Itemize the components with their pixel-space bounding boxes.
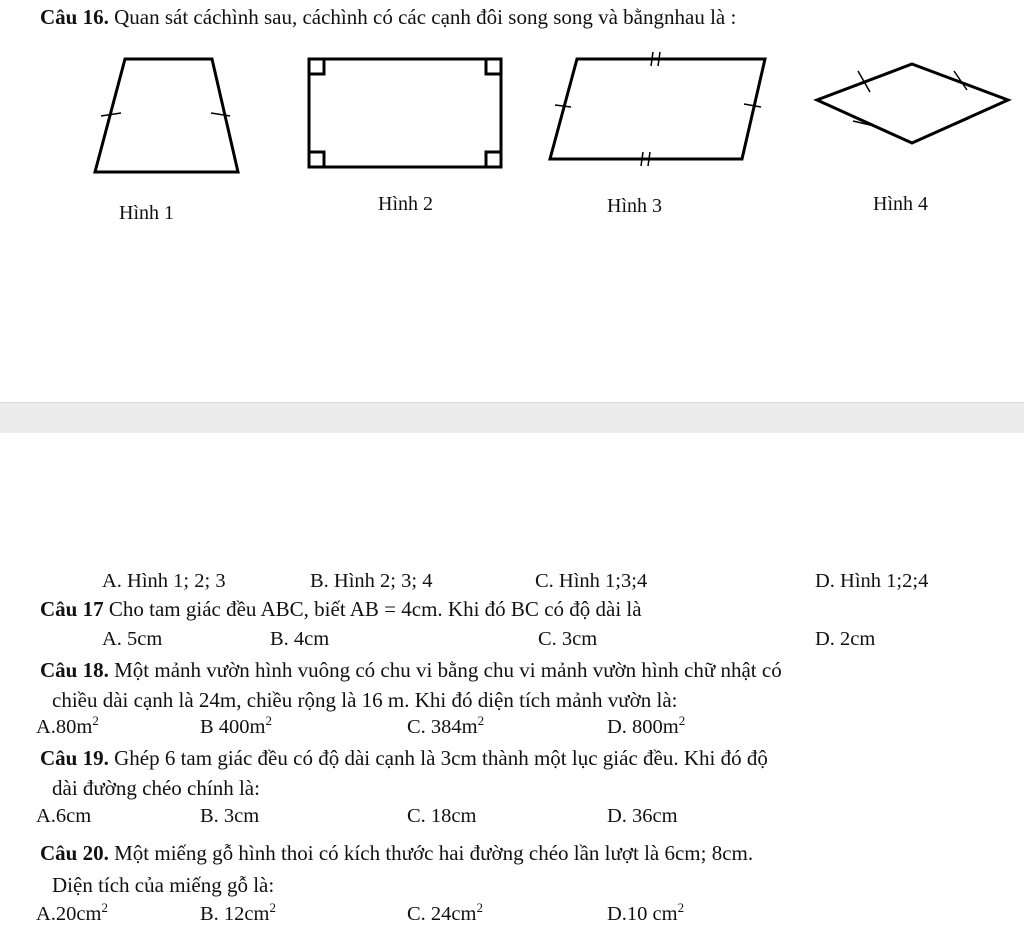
figure-2-rectangle	[309, 59, 501, 167]
q18-option-c-label: C. 384m	[407, 716, 478, 738]
q17-number: Câu 17	[40, 597, 104, 621]
q20-option-c	[407, 900, 483, 926]
q19-text-1: Ghép 6 tam giác đều có độ dài cạnh là 3cm thành một lục giác đều. Khi đó độ	[114, 746, 768, 770]
figure-4-caption: Hình 4	[873, 193, 928, 215]
q20-option-b-label: B. 12cm	[200, 903, 270, 925]
q20-option-c-exp: 2	[476, 900, 483, 915]
q18-text-1: Một mảnh vườn hình vuông có chu vi bằng chu vi mảnh vườn hình chữ nhật có	[114, 658, 782, 682]
q17-option-a: A. 5cm	[102, 628, 163, 650]
q20-question-line1	[40, 840, 753, 866]
q19-option-a: A.6cm	[36, 805, 92, 827]
q16-number: Câu 16.	[40, 5, 109, 29]
q16-option-c: C. Hình 1;3;4	[535, 570, 648, 592]
figure-2-caption: Hình 2	[378, 193, 433, 215]
q19-option-c: C. 18cm	[407, 805, 477, 827]
q17-option-b: B. 4cm	[270, 628, 330, 650]
q20-option-a	[36, 900, 108, 926]
figure-4-rhombus	[817, 64, 1008, 143]
figure-1-caption: Hình 1	[119, 202, 174, 224]
q20-option-d-label: D.10 cm	[607, 903, 678, 925]
q17-question	[40, 596, 642, 622]
q19-question-line2: dài đường chéo chính là:	[52, 776, 260, 800]
q16-text: Quan sát cáchình sau, cáchình có các cạnh đôi song song và bằngnhau là :	[114, 5, 737, 29]
q19-option-b: B. 3cm	[200, 805, 260, 827]
q17-option-d: D. 2cm	[815, 628, 876, 650]
q18-option-b-exp: 2	[265, 713, 272, 728]
q20-option-d	[607, 900, 685, 926]
q18-question-line1	[40, 657, 782, 683]
q18-question-line2: chiều dài cạnh là 24m, chiều rộng là 16 m. Khi đó diện tích mảnh vườn là:	[52, 688, 678, 712]
page-top	[0, 0, 1024, 402]
q20-text-1: Một miếng gỗ hình thoi có kích thước hai đường chéo lần lượt là 6cm; 8cm.	[114, 841, 754, 865]
q18-option-c-exp: 2	[477, 713, 485, 728]
figure-3-caption: Hình 3	[607, 195, 662, 217]
q20-option-a-label: A.20cm	[36, 903, 102, 925]
q18-number: Câu 18.	[40, 658, 109, 682]
q20-number: Câu 20.	[40, 841, 109, 865]
q18-option-c	[407, 713, 485, 739]
q18-option-a-exp: 2	[92, 713, 99, 728]
q17-option-c: C. 3cm	[538, 628, 598, 650]
q16-option-b: B. Hình 2; 3; 4	[310, 570, 433, 592]
q20-option-b-exp: 2	[269, 900, 276, 915]
q18-option-a-label: A.80m	[36, 716, 93, 738]
q20-question-line2: Diện tích của miếng gỗ là:	[52, 873, 275, 897]
figure-1-trapezoid	[95, 59, 238, 172]
q19-option-d: D. 36cm	[607, 805, 678, 827]
q19-number: Câu 19.	[40, 746, 109, 770]
q18-option-d-label: D. 800m	[607, 716, 679, 738]
q19-question-line1	[40, 745, 768, 771]
q18-option-d	[607, 713, 686, 739]
q20-option-b	[200, 900, 276, 926]
q18-option-b	[200, 713, 272, 739]
q20-option-c-label: C. 24cm	[407, 903, 477, 925]
q17-text: Cho tam giác đều ABC, biết AB = 4cm. Khi đó BC có độ dài là	[108, 597, 642, 621]
q18-option-b-label: B 400m	[200, 716, 266, 738]
q16-figures	[0, 0, 1024, 400]
q20-option-d-exp: 2	[677, 900, 685, 915]
figure-3-parallelogram	[550, 59, 765, 159]
q18-option-a	[36, 713, 99, 739]
q16-option-a: A. Hình 1; 2; 3	[102, 570, 226, 592]
q18-option-d-exp: 2	[678, 713, 686, 728]
q16-option-d: D. Hình 1;2;4	[815, 570, 929, 592]
page-break-gap	[0, 402, 1024, 434]
q20-option-a-exp: 2	[101, 900, 108, 915]
